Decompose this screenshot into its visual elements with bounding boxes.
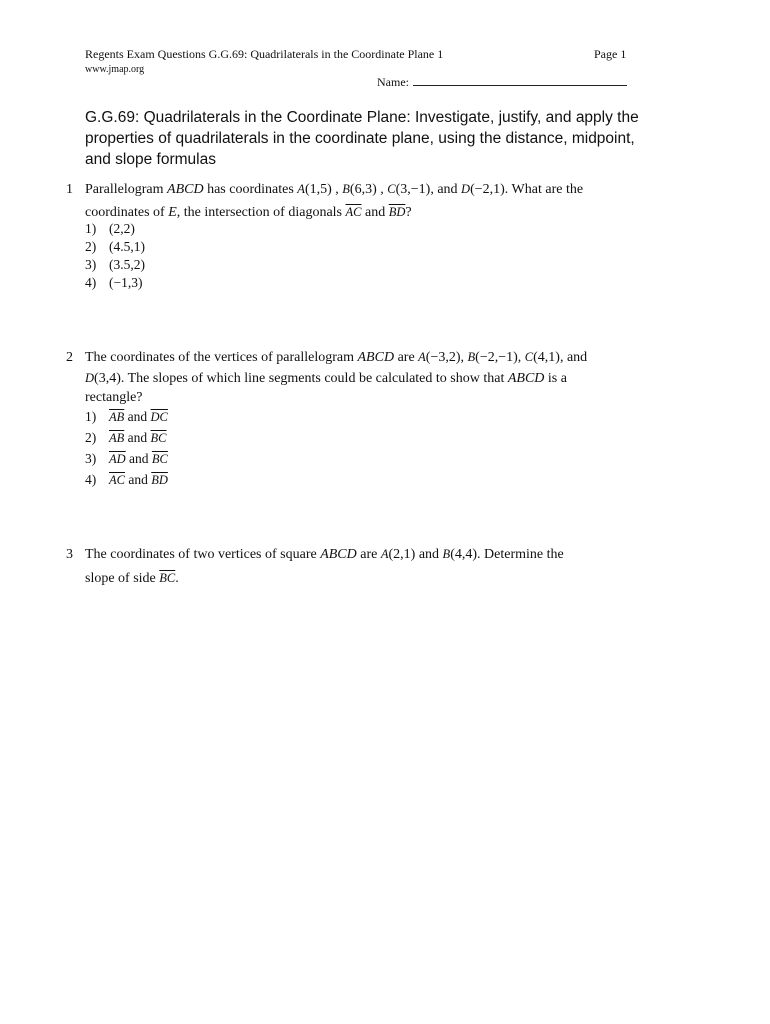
question-3-line-2: slope of side $\overline{BC}$. [85,571,179,586]
answer-choice: 1) $\overline{AB}$ and $\overline{DC}$ [85,409,168,424]
answer-choice: 4) (−1,3) [85,275,143,290]
page-number: Page 1 [594,47,627,61]
answer-choice: 4) $\overline{AC}$ and $\overline{BD}$ [85,472,168,487]
question-number: 1 [66,182,73,197]
answer-choice: 2) (4.5,1) [85,239,145,254]
question-1-line-2: coordinates of E, the intersection of diagonals $\overline{AC}$ and $\overline{BD}$? [85,205,412,220]
heading-line: G.G.69: Quadrilaterals in the Coordinate Plane: Investigate, justify, and apply the [85,109,639,126]
question-2-line-3: rectangle? [85,390,143,405]
heading-line: properties of quadrilaterals in the coordinate plane, using the distance, midpoint, [85,130,635,147]
question-1-line-1: Parallelogram ABCD has coordinates A(1,5) , B(6,3) , C(3,−1), and D(−2,1). What are the [85,182,584,197]
answer-choice: 2) $\overline{AB}$ and $\overline{BC}$ [85,430,167,445]
question-2-line-2: D(3,4). The slopes of which line segments could be calculated to show that ABCD is a [85,371,567,386]
question-3-line-1: The coordinates of two vertices of square ABCD are A(2,1) and B(4,4). Determine the [85,547,564,562]
heading-line: and slope formulas [85,151,216,168]
answer-choice: 3) $\overline{AD}$ and $\overline{BC}$ [85,451,168,466]
answer-choice: 3) (3.5,2) [85,257,145,272]
topic-heading [85,107,639,170]
question-number: 3 [66,547,73,562]
question-2-line-1: The coordinates of the vertices of parallelogram ABCD are A(−3,2), B(−2,−1), C(4,1), and [85,350,588,365]
site-url: www.jmap.org [85,64,145,75]
name-label: Name: [377,75,409,89]
question-number: 2 [66,350,73,365]
name-blank-line [413,73,627,86]
name-field [377,73,627,90]
answer-choice: 1) (2,2) [85,221,135,236]
header-title: Regents Exam Questions G.G.69: Quadrilaterals in the Coordinate Plane 1 [85,47,444,61]
